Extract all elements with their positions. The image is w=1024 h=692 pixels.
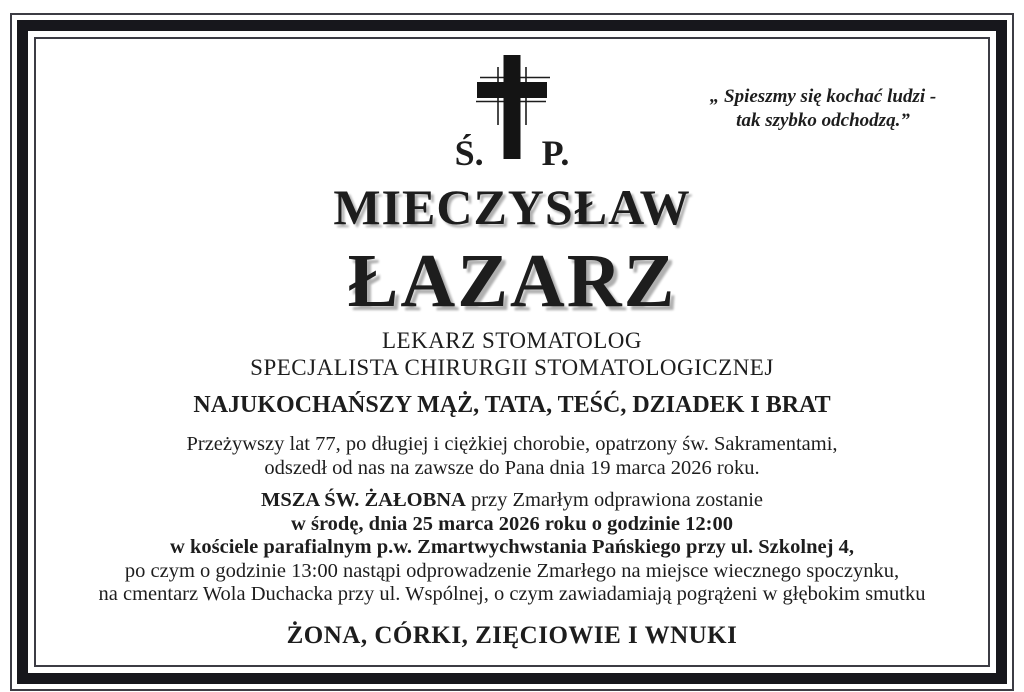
mass-title: MSZA ŚW. ŻAŁOBNA	[260, 489, 466, 511]
burial-line-2: na cmentarz Wola Duchacka przy ul. Wspólnej, o czym zawiadamiają pogrążeni w głębokim smutku	[98, 583, 926, 605]
mourners-line: ŻONA, CÓRKI, ZIĘCIOWIE I WNUKI	[286, 621, 738, 649]
family-roles-line: NAJUKOCHAŃSZY MĄŻ, TATA, TEŚĆ, DZIADEK I BRAT	[193, 392, 831, 418]
mass-location-line: w kościele parafialnym p.w. Zmartwychwstania Pańskiego przy ul. Szkolnej 4,	[170, 536, 854, 558]
mass-announcement-line	[36, 489, 988, 513]
inner-thin-border	[34, 37, 990, 667]
passing-line-2: odszedł od nas na zawsze do Pana dnia 19 marca 2026 roku.	[264, 457, 760, 479]
burial-line-1: po czym o godzinie 13:00 nastąpi odprowadzenie Zmarłego na miejsce wiecznego spoczynku,	[124, 559, 900, 582]
profession-section	[36, 327, 988, 381]
quote-line-1: „ Spieszmy się kochać ludzi -	[709, 86, 937, 107]
memorial-quote	[688, 85, 958, 133]
sp-left-letter: Ś.	[454, 133, 484, 173]
obituary-content	[36, 39, 988, 665]
quote-line-2: tak szybko odchodzą.”	[736, 110, 910, 131]
passing-section	[36, 432, 988, 480]
outer-thin-border	[10, 13, 1014, 691]
mass-title-rest: przy Zmarłym odprawiona zostanie	[465, 489, 764, 511]
mass-datetime-line: w środę, dnia 25 marca 2026 roku o godzinie 12:00	[291, 512, 733, 535]
ceremony-section	[36, 489, 988, 607]
thick-black-border	[17, 20, 1007, 684]
sp-right-letter: P.	[541, 133, 570, 173]
deceased-first-name: MIECZYSŁAW	[333, 179, 691, 235]
passing-line-1: Przeżywszy lat 77, po długiej i ciężkiej chorobie, opatrzony św. Sakramentami,	[186, 433, 838, 455]
header-section	[36, 39, 988, 177]
sp-abbreviation	[36, 133, 988, 173]
deceased-last-name: ŁAZARZ	[347, 239, 677, 323]
profession-line-1: LEKARZ STOMATOLOG	[381, 328, 643, 353]
profession-line-2: SPECJALISTA CHIRURGII STOMATOLOGICZNEJ	[250, 355, 774, 380]
